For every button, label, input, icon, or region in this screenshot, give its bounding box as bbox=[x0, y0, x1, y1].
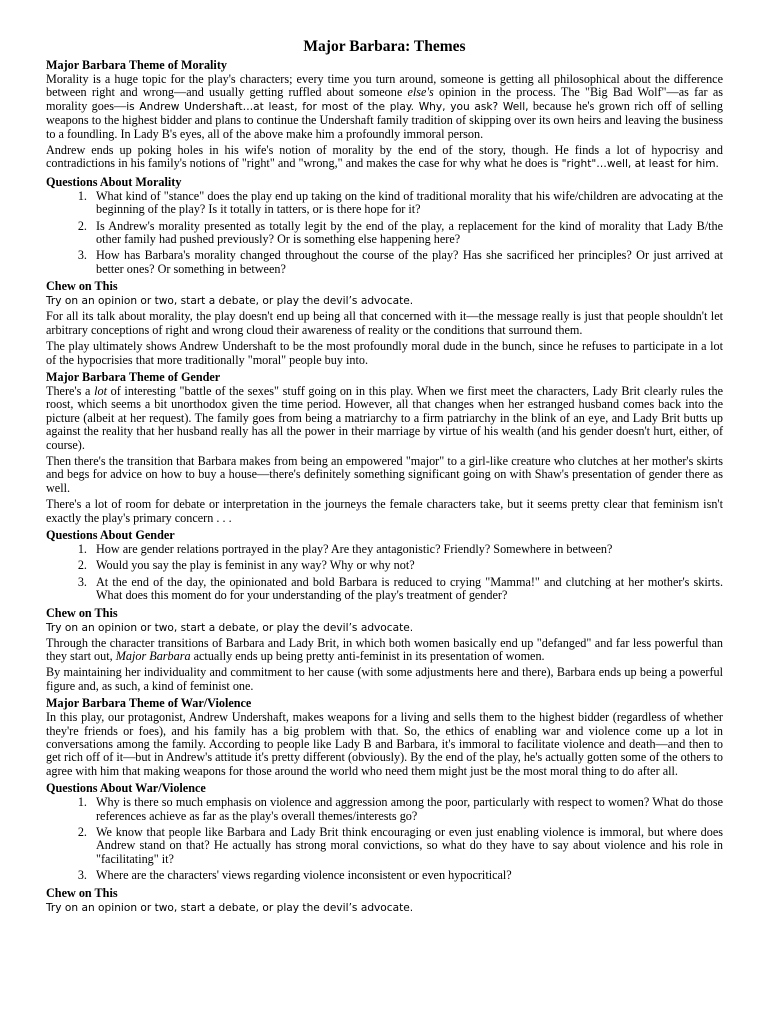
morality-paragraph-1: Morality is a huge topic for the play's characters; every time you turn around, someone is getting all philosophical about the difference between right and wrong—and usually getting ruffled about someone else's opinion in the process. The "Big Bad Wolf"—as far as morality goes—is Andrew Undershaft…at least, for most of the play. Why, you ask? Well, because he's grown rich off of selling weapons to the highest bidder and plans to continue the Undershaft family tradition of skipping over its own heirs and leaving the business to a foundling. In Lady B's eyes, all of the above make him a profoundly immoral person. bbox=[46, 72, 723, 141]
war-chew-intro: Try on an opinion or two, start a debate, or play the devil’s advocate. bbox=[46, 901, 414, 914]
list-item: 1. What kind of "stance" does the play end up taking on the kind of traditional morality that his wife/children are advocating at the beginning of the play? Is it totally in tatters, or is there hope for it? bbox=[90, 190, 723, 217]
gender-chew-paragraph-2: By maintaining her individuality and commitment to her cause (with some adjustments here and there), Barbara ends up being a powerful figure and, as such, a kind of feminist one. bbox=[46, 665, 723, 693]
list-item: 3. How has Barbara's morality changed throughout the course of the play? Has she sacrificed her principles? Or just arrived at better ones? Or something in between? bbox=[90, 249, 723, 276]
gender-paragraph-2: Then there's the transition that Barbara makes from being an empowered "major" to a girl-like creature who clutches at her mother's skirts and begs for advice on how to buy a house—there's definitely something significant going on with Shaw's presentation of gender there as well. bbox=[46, 453, 723, 495]
gender-questions-list bbox=[46, 543, 723, 603]
war-chew-heading: Chew on This bbox=[46, 885, 118, 900]
morality-chew-intro: Try on an opinion or two, start a debate, or play the devil’s advocate. bbox=[46, 295, 414, 308]
gender-heading: Major Barbara Theme of Gender bbox=[46, 369, 221, 384]
gender-chew-intro: Try on an opinion or two, start a debate, or play the devil’s advocate. bbox=[46, 621, 414, 634]
morality-chew-heading: Chew on This bbox=[46, 279, 118, 294]
list-item: 3. At the end of the day, the opinionated and bold Barbara is reduced to crying "Mamma!" and clutching at her mother's skirts. What does this moment do for your understanding of the play's treatment of gender? bbox=[90, 576, 723, 603]
morality-paragraph-2: Andrew ends up poking holes in his wife's notion of morality by the end of the story, though. He finds a lot of hypocrisy and contradictions in his family's notions of "right" and "wrong," and makes the case for why what he does is "right"…well, at least for him. bbox=[46, 143, 723, 171]
morality-questions-list bbox=[46, 190, 723, 276]
war-questions-heading: Questions About War/Violence bbox=[46, 781, 206, 796]
list-item: 1. How are gender relations portrayed in the play? Are they antagonistic? Friendly? Somewhere in between? bbox=[90, 543, 723, 556]
war-questions-list bbox=[46, 796, 723, 882]
gender-chew-heading: Chew on This bbox=[46, 605, 118, 620]
morality-chew-paragraph-1: For all its talk about morality, the play doesn't end up being all that concerned with it—the message really is just that people shouldn't let arbitrary conceptions of right and wrong cloud their awareness of reality or the conditions that surround them. bbox=[46, 309, 723, 337]
morality-questions-heading: Questions About Morality bbox=[46, 174, 182, 189]
gender-paragraph-1: There's a lot of interesting "battle of the sexes" stuff going on in this play. When we first meet the characters, Lady Brit clearly rules the roost, which seems a bit unorthodox given the time period. However, all that changes when her estranged husband comes back into the picture (albeit at her request). The family goes from being a matriarchy to a firm patriarchy in the blink of an eye, and Lady Brit butts up against the reality that her husband really has all the power in their marriage by virtue of his wealth (and his gender doesn't hurt, either, of course). bbox=[46, 383, 724, 452]
list-item: 2. Is Andrew's morality presented as totally legit by the end of the play, a replacement for the kind of morality that Lady B/the other family had pushed previously? Or is something else happening here? bbox=[90, 220, 723, 247]
list-item: 2. Would you say the play is feminist in any way? Why or why not? bbox=[90, 559, 723, 572]
page-title: Major Barbara: Themes bbox=[303, 38, 466, 55]
gender-paragraph-3: There's a lot of room for debate or interpretation in the journeys the female characters take, but it seems pretty clear that feminism isn't exactly the play's primary concern . . . bbox=[46, 497, 723, 525]
list-item: 3. Where are the characters' views regarding violence inconsistent or even hypocritical? bbox=[90, 869, 723, 882]
war-paragraph-1: In this play, our protagonist, Andrew Undershaft, makes weapons for a living and sells them to the highest bidder (regardless of whether they're friends or foes), and his family has a big problem with that. So, the ethics of enabling war and violence come up a lot in conversations among the family. According to people like Lady B and Barbara, it's immoral to facilitate violence and death—and then to get rich off of it—but in Andrew's attitude it's pretty different (obviously). By the end of the play, he's actually gotten some of the others to agree with him that making weapons for those around the world who need them might just be the most moral thing to do after all. bbox=[46, 710, 723, 778]
gender-chew-paragraph-1: Through the character transitions of Barbara and Lady Brit, in which both women basically end up "defanged" and far less powerful than they start out, Major Barbara actually ends up being pretty anti-feminist in its presentation of women. bbox=[46, 635, 723, 663]
war-heading: Major Barbara Theme of War/Violence bbox=[46, 696, 252, 711]
morality-heading: Major Barbara Theme of Morality bbox=[46, 58, 227, 72]
morality-chew-paragraph-2: The play ultimately shows Andrew Undershaft to be the most profoundly moral dude in the bunch, since he refuses to participate in a lot of the hypocrisies that more traditionally "moral" people buy into. bbox=[46, 339, 723, 367]
gender-questions-heading: Questions About Gender bbox=[46, 527, 175, 542]
list-item: 2. We know that people like Barbara and Lady Brit think encouraging or even just enabling violence is immoral, but where does Andrew stand on that? He actually has strong moral convictions, so what do they have to say about violence and his role in "facilitating" it? bbox=[90, 826, 723, 866]
list-item: 1. Why is there so much emphasis on violence and aggression among the poor, particularly with respect to women? What do those references achieve as far as the play's overall themes/interests go? bbox=[90, 796, 723, 823]
